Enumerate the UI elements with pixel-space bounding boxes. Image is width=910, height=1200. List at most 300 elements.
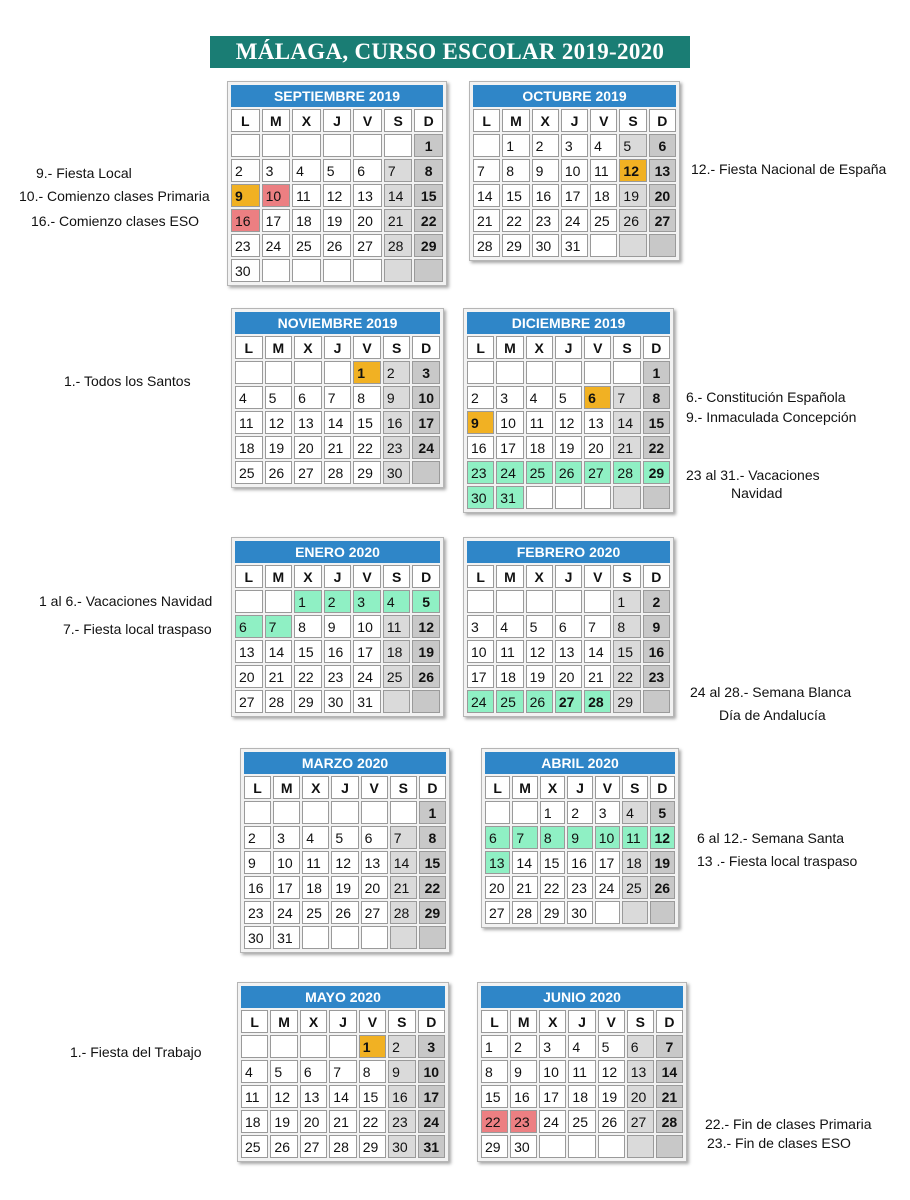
day-cell: 5 [526,615,553,638]
note-vacaciones-1: 23 al 31.- Vacaciones [686,467,820,483]
day-cell: 16 [467,436,494,459]
day-cell: 3 [418,1035,445,1058]
day-cell: 19 [331,876,358,899]
day-cell: 14 [329,1085,356,1108]
day-cell: 25 [590,209,617,232]
day-cell: 6 [555,615,582,638]
day-cell: 16 [643,640,670,663]
day-cell: 29 [414,234,443,257]
day-cell: 10 [595,826,620,849]
day-cell: 10 [412,386,440,409]
day-cell: 19 [412,640,440,663]
day-cell: 18 [622,851,647,874]
day-cell: 24 [467,690,494,713]
day-cell: 2 [244,826,271,849]
empty-cell [584,361,611,384]
day-cell: 18 [526,436,553,459]
day-cell: 26 [270,1135,297,1158]
day-cell: 20 [353,209,382,232]
month-header: MARZO 2020 [244,752,446,774]
day-cell: 8 [359,1060,386,1083]
day-cell: 26 [650,876,675,899]
empty-cell [390,926,417,949]
day-cell: 12 [598,1060,625,1083]
empty-cell [270,1035,297,1058]
note-semana-blanca: 24 al 28.- Semana Blanca [690,684,852,700]
day-cell: 9 [510,1060,537,1083]
day-cell: 30 [510,1135,537,1158]
day-cell: 17 [418,1085,445,1108]
day-cell: 22 [540,876,565,899]
empty-cell [412,690,440,713]
day-cell: 9 [383,386,411,409]
day-cell: 10 [496,411,523,434]
empty-cell [555,361,582,384]
day-cell: 21 [390,876,417,899]
day-cell: 19 [650,851,675,874]
day-cell: 16 [532,184,559,207]
day-cell: 15 [481,1085,508,1108]
day-cell: 29 [359,1135,386,1158]
day-cell: 26 [526,690,553,713]
day-cell: 26 [555,461,582,484]
empty-cell [656,1135,683,1158]
empty-cell [496,361,523,384]
weekday-header: D [643,565,670,588]
day-cell: 11 [241,1085,268,1108]
day-cell: 11 [235,411,263,434]
day-cell: 10 [467,640,494,663]
weekday-header: V [361,776,388,799]
day-cell: 29 [294,690,322,713]
day-cell: 19 [323,209,352,232]
day-cell: 4 [590,134,617,157]
page-title: MÁLAGA, CURSO ESCOLAR 2019-2020 [210,36,690,68]
day-cell: 4 [496,615,523,638]
day-cell: 26 [619,209,646,232]
note-fiesta-local: 9.- Fiesta Local [36,165,132,181]
day-cell: 16 [383,411,411,434]
weekday-header: V [584,565,611,588]
weekday-header: J [555,565,582,588]
day-cell: 12 [555,411,582,434]
day-cell: 10 [418,1060,445,1083]
weekday-header: L [481,1010,508,1033]
empty-cell [265,590,293,613]
day-cell: 12 [619,159,646,182]
day-cell: 30 [244,926,271,949]
day-cell: 6 [300,1060,327,1083]
month-header: MAYO 2020 [241,986,445,1008]
weekday-header: M [496,336,523,359]
weekday-header: V [353,109,382,132]
day-cell: 4 [383,590,411,613]
empty-cell [384,134,413,157]
day-cell: 2 [532,134,559,157]
day-cell: 13 [584,411,611,434]
day-cell: 31 [273,926,300,949]
weekday-header: V [359,1010,386,1033]
month-calendar [227,81,447,286]
day-cell: 13 [294,411,322,434]
empty-cell [526,486,553,509]
day-cell: 24 [595,876,620,899]
note-semana-santa: 6 al 12.- Semana Santa [697,830,845,846]
day-cell: 25 [383,665,411,688]
day-cell: 6 [235,615,263,638]
day-cell: 17 [595,851,620,874]
weekday-header: M [265,565,293,588]
day-cell: 24 [496,461,523,484]
day-cell: 20 [584,436,611,459]
day-cell: 21 [473,209,500,232]
day-cell: 25 [302,901,329,924]
day-cell: 12 [526,640,553,663]
month-grid [235,565,440,713]
day-cell: 24 [273,901,300,924]
day-cell: 9 [324,615,352,638]
weekday-header: X [526,336,553,359]
day-cell: 29 [419,901,446,924]
weekday-header: D [418,1010,445,1033]
day-cell: 2 [467,386,494,409]
day-cell: 28 [390,901,417,924]
weekday-header: S [619,109,646,132]
day-cell: 3 [595,801,620,824]
weekday-header: J [561,109,588,132]
day-cell: 13 [485,851,510,874]
day-cell: 16 [231,209,260,232]
weekday-header: J [331,776,358,799]
empty-cell [383,690,411,713]
day-cell: 5 [555,386,582,409]
day-cell: 18 [241,1110,268,1133]
note-vacaciones-2: Navidad [731,485,783,501]
weekday-header: L [235,336,263,359]
day-cell: 19 [270,1110,297,1133]
month-calendar [469,81,680,261]
day-cell: 5 [619,134,646,157]
empty-cell [235,361,263,384]
day-cell: 23 [231,234,260,257]
day-cell: 3 [467,615,494,638]
month-header: ENERO 2020 [235,541,440,563]
day-cell: 15 [502,184,529,207]
day-cell: 5 [412,590,440,613]
day-cell: 16 [244,876,271,899]
day-cell: 27 [627,1110,654,1133]
day-cell: 12 [650,826,675,849]
empty-cell [512,801,537,824]
day-cell: 5 [331,826,358,849]
day-cell: 22 [294,665,322,688]
day-cell: 28 [584,690,611,713]
empty-cell [244,801,271,824]
day-cell: 6 [627,1035,654,1058]
month-calendar [463,537,674,717]
weekday-header: S [388,1010,415,1033]
empty-cell [619,234,646,257]
weekday-header: J [568,1010,595,1033]
weekday-header: M [496,565,523,588]
day-cell: 8 [502,159,529,182]
day-cell: 23 [244,901,271,924]
weekday-header: X [532,109,559,132]
day-cell: 24 [353,665,381,688]
day-cell: 18 [496,665,523,688]
day-cell: 22 [613,665,640,688]
day-cell: 21 [656,1085,683,1108]
day-cell: 28 [324,461,352,484]
day-cell: 20 [300,1110,327,1133]
empty-cell [613,361,640,384]
note-traspaso-enero: 7.- Fiesta local traspaso [63,621,212,637]
day-cell: 14 [384,184,413,207]
day-cell: 14 [473,184,500,207]
day-cell: 23 [383,436,411,459]
day-cell: 28 [613,461,640,484]
empty-cell [598,1135,625,1158]
weekday-header: L [485,776,510,799]
month-calendar [240,748,450,953]
day-cell: 21 [324,436,352,459]
day-cell: 19 [555,436,582,459]
empty-cell [302,801,329,824]
day-cell: 10 [539,1060,566,1083]
day-cell: 29 [540,901,565,924]
empty-cell [292,259,321,282]
day-cell: 17 [353,640,381,663]
day-cell: 4 [241,1060,268,1083]
weekday-header: V [595,776,620,799]
day-cell: 21 [584,665,611,688]
weekday-header: M [262,109,291,132]
note-comienzo-primaria: 10.- Comienzo clases Primaria [19,188,210,204]
weekday-header: J [555,336,582,359]
weekday-header: J [329,1010,356,1033]
day-cell: 15 [353,411,381,434]
day-cell: 1 [481,1035,508,1058]
day-cell: 14 [512,851,537,874]
day-cell: 7 [324,386,352,409]
day-cell: 27 [300,1135,327,1158]
day-cell: 11 [496,640,523,663]
empty-cell [496,590,523,613]
month-grid [473,109,676,257]
day-cell: 5 [265,386,293,409]
month-grid [485,776,675,924]
day-cell: 2 [231,159,260,182]
day-cell: 1 [613,590,640,613]
weekday-header: L [244,776,271,799]
day-cell: 20 [361,876,388,899]
day-cell: 16 [324,640,352,663]
day-cell: 8 [481,1060,508,1083]
day-cell: 21 [512,876,537,899]
day-cell: 25 [526,461,553,484]
empty-cell [390,801,417,824]
day-cell: 7 [512,826,537,849]
weekday-header: D [656,1010,683,1033]
empty-cell [241,1035,268,1058]
empty-cell [649,234,676,257]
month-header: NOVIEMBRE 2019 [235,312,440,334]
weekday-header: V [353,565,381,588]
empty-cell [622,901,647,924]
day-cell: 14 [613,411,640,434]
empty-cell [302,926,329,949]
empty-cell [300,1035,327,1058]
day-cell: 12 [331,851,358,874]
day-cell: 23 [567,876,592,899]
month-header: OCTUBRE 2019 [473,85,676,107]
day-cell: 29 [481,1135,508,1158]
day-cell: 16 [388,1085,415,1108]
day-cell: 3 [539,1035,566,1058]
day-cell: 28 [512,901,537,924]
day-cell: 23 [324,665,352,688]
day-cell: 4 [235,386,263,409]
empty-cell [485,801,510,824]
weekday-header: V [590,109,617,132]
note-comienzo-eso: 16.- Comienzo clases ESO [31,213,200,229]
day-cell: 29 [502,234,529,257]
day-cell: 19 [265,436,293,459]
day-cell: 8 [613,615,640,638]
note-fin-eso: 23.- Fin de clases ESO [707,1135,851,1151]
weekday-header: V [584,336,611,359]
weekday-header: L [231,109,260,132]
day-cell: 22 [419,876,446,899]
empty-cell [235,590,263,613]
weekday-header: X [540,776,565,799]
note-fin-primaria: 22.- Fin de clases Primaria [705,1116,872,1132]
day-cell: 2 [643,590,670,613]
day-cell: 23 [467,461,494,484]
day-cell: 21 [265,665,293,688]
empty-cell [584,590,611,613]
day-cell: 15 [359,1085,386,1108]
day-cell: 16 [567,851,592,874]
note-todos-santos: 1.- Todos los Santos [64,373,191,389]
day-cell: 8 [294,615,322,638]
day-cell: 1 [540,801,565,824]
weekday-header: S [390,776,417,799]
weekday-header: M [273,776,300,799]
day-cell: 14 [656,1060,683,1083]
day-cell: 24 [561,209,588,232]
weekday-header: X [300,1010,327,1033]
day-cell: 9 [532,159,559,182]
day-cell: 13 [353,184,382,207]
day-cell: 1 [294,590,322,613]
empty-cell [353,134,382,157]
empty-cell [414,259,443,282]
empty-cell [323,259,352,282]
day-cell: 9 [231,184,260,207]
day-cell: 24 [262,234,291,257]
day-cell: 22 [359,1110,386,1133]
day-cell: 27 [485,901,510,924]
month-header: SEPTIEMBRE 2019 [231,85,443,107]
day-cell: 21 [384,209,413,232]
day-cell: 29 [613,690,640,713]
weekday-header: S [613,336,640,359]
day-cell: 7 [265,615,293,638]
day-cell: 11 [302,851,329,874]
day-cell: 10 [273,851,300,874]
day-cell: 4 [302,826,329,849]
day-cell: 5 [650,801,675,824]
day-cell: 23 [532,209,559,232]
empty-cell [262,134,291,157]
day-cell: 9 [567,826,592,849]
empty-cell [526,361,553,384]
day-cell: 5 [270,1060,297,1083]
day-cell: 14 [265,640,293,663]
day-cell: 16 [510,1085,537,1108]
empty-cell [265,361,293,384]
month-grid [235,336,440,484]
day-cell: 28 [329,1135,356,1158]
day-cell: 2 [324,590,352,613]
day-cell: 24 [412,436,440,459]
weekday-header: M [512,776,537,799]
day-cell: 17 [273,876,300,899]
day-cell: 11 [383,615,411,638]
weekday-header: X [539,1010,566,1033]
day-cell: 12 [265,411,293,434]
day-cell: 28 [265,690,293,713]
day-cell: 14 [584,640,611,663]
day-cell: 21 [613,436,640,459]
day-cell: 29 [643,461,670,484]
day-cell: 11 [526,411,553,434]
note-vacaciones-navidad: 1 al 6.- Vacaciones Navidad [39,593,213,609]
day-cell: 30 [231,259,260,282]
day-cell: 7 [384,159,413,182]
day-cell: 9 [467,411,494,434]
day-cell: 8 [353,386,381,409]
day-cell: 5 [323,159,352,182]
note-dia-andalucia: Día de Andalucía [719,707,826,723]
day-cell: 15 [613,640,640,663]
empty-cell [412,461,440,484]
day-cell: 17 [412,411,440,434]
weekday-header: D [650,776,675,799]
day-cell: 22 [643,436,670,459]
month-calendar [477,982,687,1162]
day-cell: 7 [584,615,611,638]
day-cell: 6 [649,134,676,157]
day-cell: 27 [235,690,263,713]
day-cell: 15 [540,851,565,874]
month-calendar [463,308,674,513]
day-cell: 22 [353,436,381,459]
day-cell: 10 [561,159,588,182]
day-cell: 30 [532,234,559,257]
day-cell: 20 [627,1085,654,1108]
empty-cell [324,361,352,384]
empty-cell [361,926,388,949]
month-calendar [231,537,444,717]
day-cell: 8 [419,826,446,849]
weekday-header: X [526,565,553,588]
day-cell: 30 [324,690,352,713]
day-cell: 24 [539,1110,566,1133]
empty-cell [323,134,352,157]
day-cell: 7 [329,1060,356,1083]
